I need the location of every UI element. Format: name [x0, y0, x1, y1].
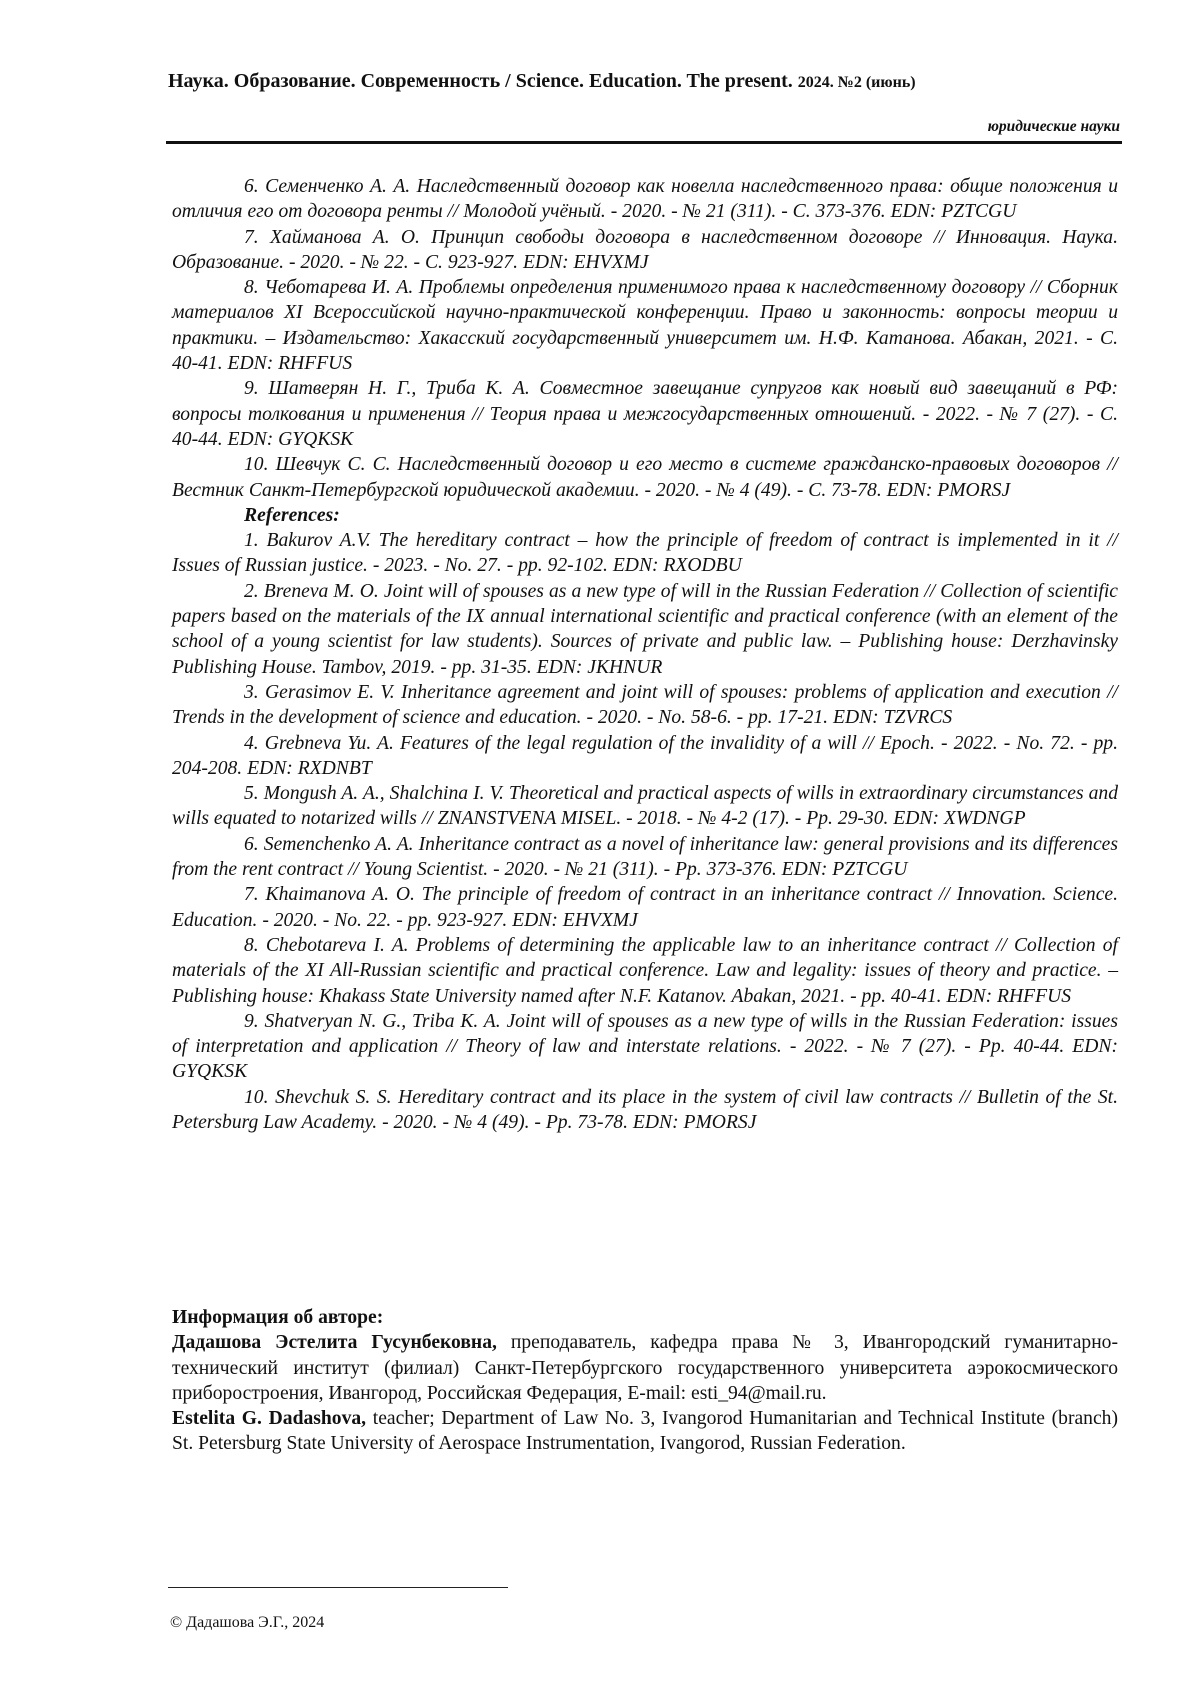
author-ru-details: преподаватель, кафедра права № 3, Ивангородский гуманитарно-технический институт (филиал) Санкт-Петербургского государственного университета аэрокосмического приборостроения, Ивангород, Российская Федерация, E-mail: esti_94@mail.ru. — [172, 1332, 1118, 1404]
en-reference-9: 9. Shatveryan N. G., Triba K. A. Joint will of spouses as a new type of wills in the Russian Federation: issues of interpretation and application // Theory of law and interstate relations. - 2022. - № 7 (27). - Pp. 40-44. EDN: GYQKSK — [172, 1009, 1118, 1085]
en-reference-5: 5. Mongush A. A., Shalchina I. V. Theoretical and practical aspects of wills in extraordinary circumstances and wills equated to notarized wills // ZNANSTVENA MISEL. - 2018. - № 4-2 (17). - Pp. 29-30. EDN: XWDNGP — [172, 781, 1118, 832]
author-en-details: teacher; Department of Law No. 3, Ivangorod Humanitarian and Technical Institute (branch) St. Petersburg State University of Aerospace Instrumentation, Ivangorod, Russian Federation. — [172, 1408, 1118, 1454]
en-reference-8: 8. Chebotareva I. A. Problems of determining the applicable law to an inheritance contract // Collection of materials of the XI All-Russian scientific and practical conference. Law and legality: issues of theory and practice. – Publishing house: Khakass State University named after N.F. Katanov. Abakan, 2021. - pp. 40-41. EDN: RHFFUS — [172, 933, 1118, 1009]
ru-reference-6: 6. Семенченко А. А. Наследственный договор как новелла наследственного права: общие положения и отличия его от договора ренты // Молодой учёный. - 2020. - № 21 (311). - С. 373-376. EDN: PZTCGU — [172, 174, 1118, 225]
author-info — [172, 1305, 1118, 1457]
ru-reference-10: 10. Шевчук С. С. Наследственный договор и его место в системе гражданско-правовых договоров // Вестник Санкт-Петербургской юридической академии. - 2020. - № 4 (49). - С. 73-78. EDN: PMORSJ — [172, 452, 1118, 503]
page — [0, 0, 1200, 1697]
header-rule — [166, 141, 1122, 144]
en-reference-2: 2. Breneva M. O. Joint will of spouses as a new type of will in the Russian Federation // Collection of scientific papers based on the materials of the IX annual international scientific and practical conference (with an element of the school of a young scientist for law students). Sources of private and public law. – Publishing house: Derzhavinsky Publishing House. Tambov, 2019. - pp. 31-35. EDN: JKHNUR — [172, 579, 1118, 680]
issue-info: 2024. №2 (июнь) — [798, 74, 916, 91]
journal-title: Наука. Образование. Современность / Science. Education. The present. — [168, 70, 793, 92]
author-ru-name: Дадашова Эстелита Гусунбековна, — [172, 1332, 497, 1353]
section-tag: юридические науки — [988, 118, 1120, 136]
author-info-label: Информация об авторе: — [172, 1305, 1118, 1330]
en-reference-3: 3. Gerasimov E. V. Inheritance agreement and joint will of spouses: problems of application and execution // Trends in the development of science and education. - 2020. - No. 58-6. - pp. 17-21. EDN: TZVRCS — [172, 680, 1118, 731]
references-heading: References: — [244, 503, 1118, 528]
en-reference-4: 4. Grebneva Yu. A. Features of the legal regulation of the invalidity of a will // Epoch. - 2022. - No. 72. - pp. 204-208. EDN: RXDNBT — [172, 731, 1118, 782]
en-reference-7: 7. Khaimanova A. O. The principle of freedom of contract in an inheritance contract // Innovation. Science. Education. - 2020. - No. 22. - pp. 923-927. EDN: EHVXMJ — [172, 882, 1118, 933]
ru-reference-9: 9. Шатверян Н. Г., Триба К. А. Совместное завещание супругов как новый вид завещаний в РФ: вопросы толкования и применения // Теория права и межгосударственных отношений. - 2022. - № 7 (27). - С. 40-44. EDN: GYQKSK — [172, 376, 1118, 452]
author-en — [172, 1406, 1118, 1457]
footnote-rule — [168, 1587, 508, 1588]
author-ru — [172, 1330, 1118, 1406]
ru-reference-7: 7. Хайманова А. О. Принцип свободы договора в наследственном договоре // Инновация. Наука. Образование. - 2020. - № 22. - С. 923-927. EDN: EHVXMJ — [172, 225, 1118, 276]
copyright: © Дадашова Э.Г., 2024 — [170, 1614, 324, 1632]
author-en-name: Estelita G. Dadashova, — [172, 1408, 366, 1429]
en-reference-1: 1. Bakurov A.V. The hereditary contract – how the principle of freedom of contract is implemented in it // Issues of Russian justice. - 2023. - No. 27. - pp. 92-102. EDN: RXODBU — [172, 528, 1118, 579]
running-header — [168, 70, 1120, 93]
en-reference-6: 6. Semenchenko A. A. Inheritance contract as a novel of inheritance law: general provisions and its differences from the rent contract // Young Scientist. - 2020. - № 21 (311). - Pp. 373-376. EDN: PZTCGU — [172, 832, 1118, 883]
references-block — [172, 174, 1118, 1135]
ru-reference-8: 8. Чеботарева И. А. Проблемы определения применимого права к наследственному договору // Сборник материалов XI Всероссийской научно-практической конференции. Право и законность: вопросы теории и практики. – Издательство: Хакасский государственный университет им. Н.Ф. Катанова. Абакан, 2021. - С. 40-41. EDN: RHFFUS — [172, 275, 1118, 376]
en-reference-10: 10. Shevchuk S. S. Hereditary contract and its place in the system of civil law contracts // Bulletin of the St. Petersburg Law Academy. - 2020. - № 4 (49). - Pp. 73-78. EDN: PMORSJ — [172, 1085, 1118, 1136]
